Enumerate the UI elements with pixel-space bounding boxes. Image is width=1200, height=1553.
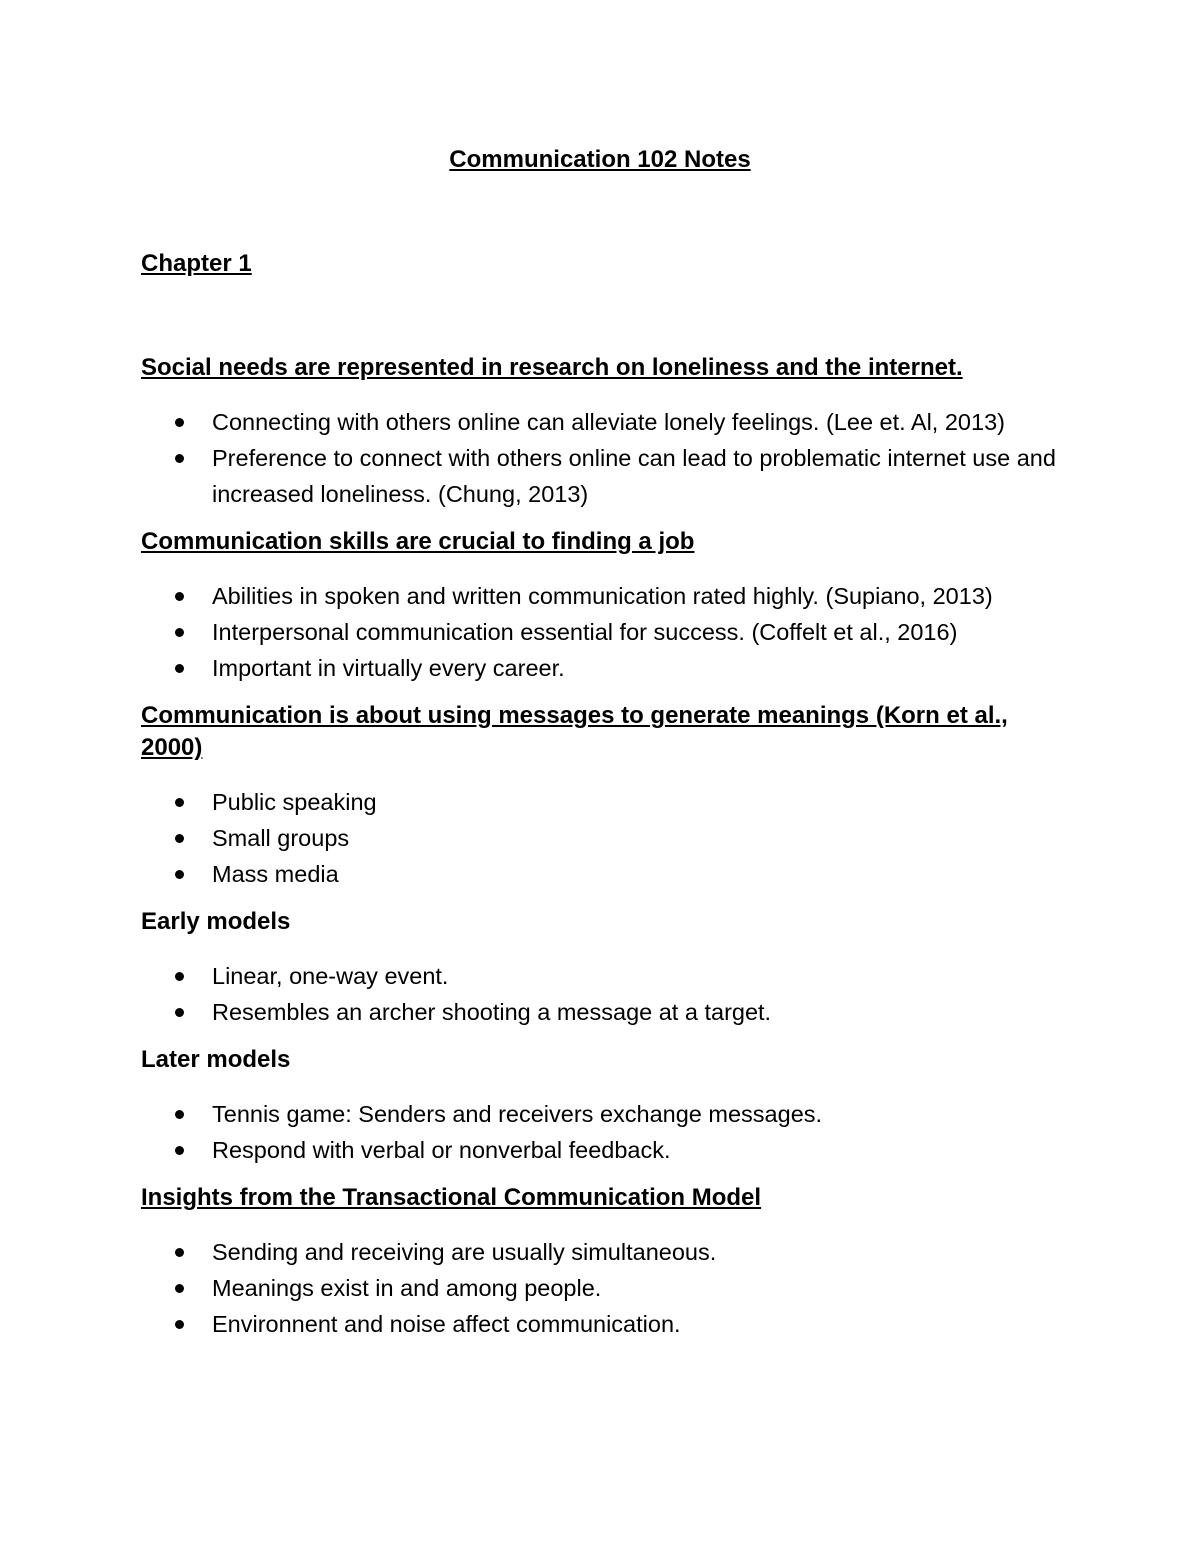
- bullet-item: [141, 440, 1062, 512]
- bullet-icon: [175, 592, 184, 601]
- bullet-text: Abilities in spoken and written communication rated highly. (Supiano, 2013): [212, 583, 993, 609]
- bullet-text: Small groups: [212, 825, 350, 851]
- bullet-icon: [175, 1110, 184, 1119]
- bullet-text: Important in virtually every career.: [212, 655, 565, 681]
- bullet-list: [141, 1096, 1061, 1168]
- bullet-text: Preference to connect with others online can lead to problematic internet use and increased loneliness. (Chung, 2013): [212, 445, 1056, 507]
- bullet-item: [141, 994, 1062, 1030]
- bullet-icon: [175, 1248, 184, 1257]
- bullet-icon: [175, 1008, 184, 1017]
- bullet-text: Respond with verbal or nonverbal feedback.: [212, 1137, 671, 1163]
- section-messages-meanings: [141, 700, 1061, 892]
- bullet-icon: [175, 418, 184, 427]
- section-heading: Communication is about using messages to generate meanings (Korn et al., 2000): [141, 702, 1008, 761]
- bullet-list: [141, 958, 1061, 1030]
- bullet-item: [141, 578, 1062, 614]
- bullet-text: Mass media: [212, 861, 339, 887]
- bullet-text: Linear, one-way event.: [212, 963, 449, 989]
- bullet-item: [141, 1270, 1062, 1306]
- bullet-icon: [175, 1146, 184, 1155]
- bullet-item: [141, 784, 1062, 820]
- bullet-item: [141, 1234, 1062, 1270]
- notes-content: [141, 352, 1061, 1356]
- bullet-item: [141, 404, 1062, 440]
- bullet-icon: [175, 972, 184, 981]
- bullet-text: Environnent and noise affect communication.: [212, 1311, 681, 1337]
- bullet-text: Interpersonal communication essential for success. (Coffelt et al., 2016): [212, 619, 958, 645]
- section-heading: Insights from the Transactional Communication Model: [141, 1184, 762, 1211]
- bullet-icon: [175, 628, 184, 637]
- bullet-item: [141, 1306, 1062, 1342]
- chapter-heading: Chapter 1: [141, 250, 252, 277]
- section-heading: Early models: [141, 908, 291, 935]
- bullet-list: [141, 784, 1061, 892]
- bullet-item: [141, 614, 1062, 650]
- section-communication-skills: [141, 526, 1061, 686]
- bullet-text: Connecting with others online can alleviate lonely feelings. (Lee et. Al, 2013): [212, 409, 1005, 435]
- bullet-list: [141, 1234, 1061, 1342]
- bullet-text: Tennis game: Senders and receivers exchange messages.: [212, 1101, 823, 1127]
- section-later-models: [141, 1044, 1061, 1168]
- bullet-icon: [175, 1284, 184, 1293]
- bullet-icon: [175, 798, 184, 807]
- section-heading: Social needs are represented in research on loneliness and the internet.: [141, 354, 963, 381]
- bullet-icon: [175, 1320, 184, 1329]
- bullet-item: [141, 820, 1062, 856]
- bullet-item: [141, 1096, 1062, 1132]
- section-social-needs: [141, 352, 1061, 512]
- bullet-icon: [175, 870, 184, 879]
- bullet-text: Meanings exist in and among people.: [212, 1275, 602, 1301]
- bullet-icon: [175, 664, 184, 673]
- bullet-item: [141, 958, 1062, 994]
- bullet-item: [141, 856, 1062, 892]
- bullet-text: Resembles an archer shooting a message at a target.: [212, 999, 772, 1025]
- bullet-list: [141, 404, 1061, 512]
- bullet-item: [141, 1132, 1062, 1168]
- document-title: Communication 102 Notes: [449, 146, 751, 173]
- section-early-models: [141, 906, 1061, 1030]
- bullet-text: Sending and receiving are usually simultaneous.: [212, 1239, 717, 1265]
- section-transactional-model: [141, 1182, 1061, 1342]
- bullet-item: [141, 650, 1062, 686]
- section-heading: Communication skills are crucial to finding a job: [141, 528, 695, 555]
- bullet-icon: [175, 454, 184, 463]
- bullet-text: Public speaking: [212, 789, 377, 815]
- section-heading: Later models: [141, 1046, 291, 1073]
- bullet-list: [141, 578, 1061, 686]
- bullet-icon: [175, 834, 184, 843]
